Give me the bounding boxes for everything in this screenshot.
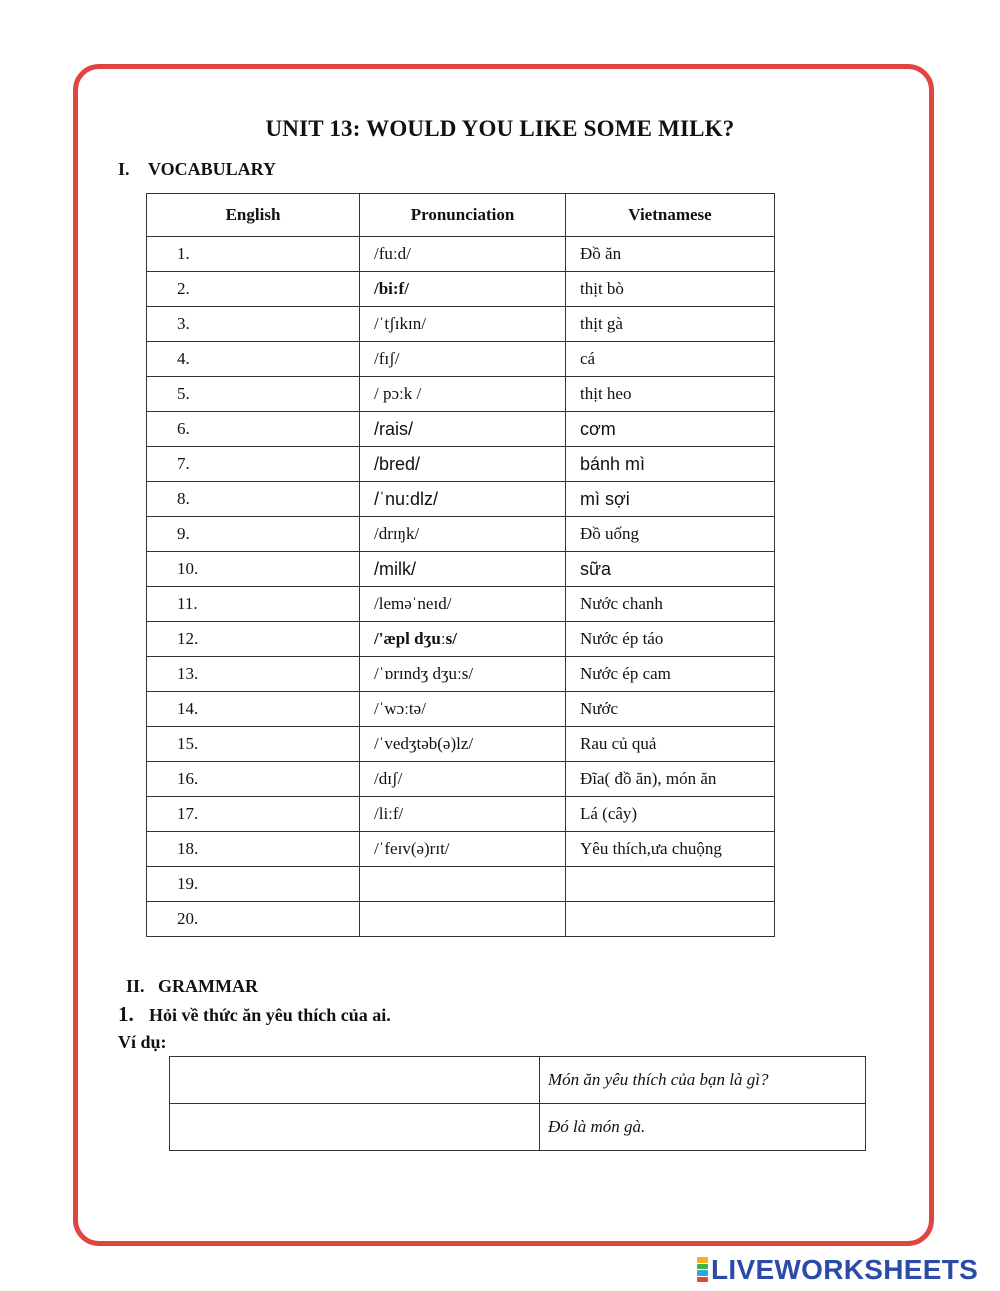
example-vietnamese-cell: Món ăn yêu thích của bạn là gì? [540, 1057, 866, 1104]
pronunciation-cell: /fuːd/ [360, 237, 566, 272]
vietnamese-cell: Đồ uống [566, 517, 775, 552]
example-row [170, 1104, 866, 1151]
pronunciation-cell: / pɔːk / [360, 377, 566, 412]
row-number[interactable]: 4. [147, 342, 360, 377]
row-number[interactable]: 20. [147, 902, 360, 937]
pronunciation-cell: /liːf/ [360, 797, 566, 832]
pronunciation-cell: /'æpl dʒuːs/ [360, 622, 566, 657]
vietnamese-cell: Đĩa( đồ ăn), món ăn [566, 762, 775, 797]
row-number[interactable]: 2. [147, 272, 360, 307]
pronunciation-cell: /ˈnu:dlz/ [360, 482, 566, 517]
pronunciation-cell: /ˈɒrɪndʒ dʒuːs/ [360, 657, 566, 692]
table-row [147, 272, 775, 307]
table-header-row [147, 194, 775, 237]
pronunciation-cell: /drɪŋk/ [360, 517, 566, 552]
pronunciation-cell: /milk/ [360, 552, 566, 587]
row-number[interactable]: 5. [147, 377, 360, 412]
row-number[interactable]: 11. [147, 587, 360, 622]
vietnamese-cell: thịt heo [566, 377, 775, 412]
table-row [147, 482, 775, 517]
table-row [147, 587, 775, 622]
row-number[interactable]: 19. [147, 867, 360, 902]
table-row [147, 307, 775, 342]
table-row [147, 342, 775, 377]
vietnamese-cell: Lá (cây) [566, 797, 775, 832]
vietnamese-cell: Nước ép táo [566, 622, 775, 657]
page-title: UNIT 13: WOULD YOU LIKE SOME MILK? [265, 116, 735, 141]
row-number[interactable]: 15. [147, 727, 360, 762]
table-row [147, 517, 775, 552]
vietnamese-cell: thịt bò [566, 272, 775, 307]
vietnamese-cell: mì sợi [566, 482, 775, 517]
row-number[interactable]: 13. [147, 657, 360, 692]
row-number[interactable]: 16. [147, 762, 360, 797]
example-row [170, 1057, 866, 1104]
grammar-item-text: Hỏi về thức ăn yêu thích của ai. [149, 1005, 391, 1025]
table-row [147, 727, 775, 762]
table-row [147, 762, 775, 797]
row-number[interactable]: 3. [147, 307, 360, 342]
brand-name: LIVEWORKSHEETS [711, 1254, 979, 1285]
table-row [147, 657, 775, 692]
vietnamese-cell: cá [566, 342, 775, 377]
pronunciation-cell: /fɪʃ/ [360, 342, 566, 377]
table-row [147, 552, 775, 587]
pronunciation-cell: /dɪʃ/ [360, 762, 566, 797]
grammar-item-1 [118, 1002, 391, 1027]
row-number[interactable]: 8. [147, 482, 360, 517]
section-label: VOCABULARY [148, 159, 277, 179]
pronunciation-cell [360, 867, 566, 902]
pronunciation-cell: /bred/ [360, 447, 566, 482]
row-number[interactable]: 7. [147, 447, 360, 482]
column-header-vietnamese: Vietnamese [566, 194, 775, 237]
pronunciation-cell: /bi:f/ [360, 272, 566, 307]
vietnamese-cell [566, 902, 775, 937]
brand-logo [697, 1255, 978, 1285]
column-header-pronunciation: Pronunciation [360, 194, 566, 237]
table-row [147, 622, 775, 657]
row-number[interactable]: 12. [147, 622, 360, 657]
table-row [147, 377, 775, 412]
table-row [147, 797, 775, 832]
section-number: I. [118, 159, 130, 179]
vietnamese-cell: Rau củ quả [566, 727, 775, 762]
table-row [147, 902, 775, 937]
row-number[interactable]: 18. [147, 832, 360, 867]
pronunciation-cell: /ˈtʃɪkɪn/ [360, 307, 566, 342]
row-number[interactable]: 17. [147, 797, 360, 832]
pronunciation-cell: /leməˈneɪd/ [360, 587, 566, 622]
logo-mark-icon [697, 1257, 708, 1283]
vietnamese-cell [566, 867, 775, 902]
example-english-cell[interactable] [170, 1057, 540, 1104]
column-header-english: English [147, 194, 360, 237]
vietnamese-cell: sữa [566, 552, 775, 587]
vietnamese-cell: Nước chanh [566, 587, 775, 622]
example-table [169, 1056, 866, 1151]
vietnamese-cell: Đồ ăn [566, 237, 775, 272]
pronunciation-cell: /ˈfeɪv(ə)rɪt/ [360, 832, 566, 867]
table-row [147, 412, 775, 447]
grammar-item-number: 1. [118, 1002, 134, 1026]
pronunciation-cell [360, 902, 566, 937]
vietnamese-cell: bánh mì [566, 447, 775, 482]
vietnamese-cell: Yêu thích,ưa chuộng [566, 832, 775, 867]
section-heading-vocabulary [118, 159, 276, 180]
vocabulary-table [146, 193, 775, 937]
vietnamese-cell: thịt gà [566, 307, 775, 342]
row-number[interactable]: 9. [147, 517, 360, 552]
pronunciation-cell: /ˈwɔːtə/ [360, 692, 566, 727]
table-row [147, 447, 775, 482]
section-label: GRAMMAR [158, 976, 258, 996]
vietnamese-cell: Nước ép cam [566, 657, 775, 692]
vietnamese-cell: cơm [566, 412, 775, 447]
table-row [147, 867, 775, 902]
row-number[interactable]: 6. [147, 412, 360, 447]
table-row [147, 692, 775, 727]
example-label: Ví dụ: [118, 1032, 167, 1052]
pronunciation-cell: /rais/ [360, 412, 566, 447]
vietnamese-cell: Nước [566, 692, 775, 727]
table-row [147, 832, 775, 867]
row-number[interactable]: 1. [147, 237, 360, 272]
example-vietnamese-cell: Đó là món gà. [540, 1104, 866, 1151]
example-english-cell[interactable] [170, 1104, 540, 1151]
row-number[interactable]: 14. [147, 692, 360, 727]
row-number[interactable]: 10. [147, 552, 360, 587]
table-row [147, 237, 775, 272]
pronunciation-cell: /ˈvedʒtəb(ə)lz/ [360, 727, 566, 762]
section-heading-grammar [126, 976, 258, 997]
section-number: II. [126, 976, 145, 996]
